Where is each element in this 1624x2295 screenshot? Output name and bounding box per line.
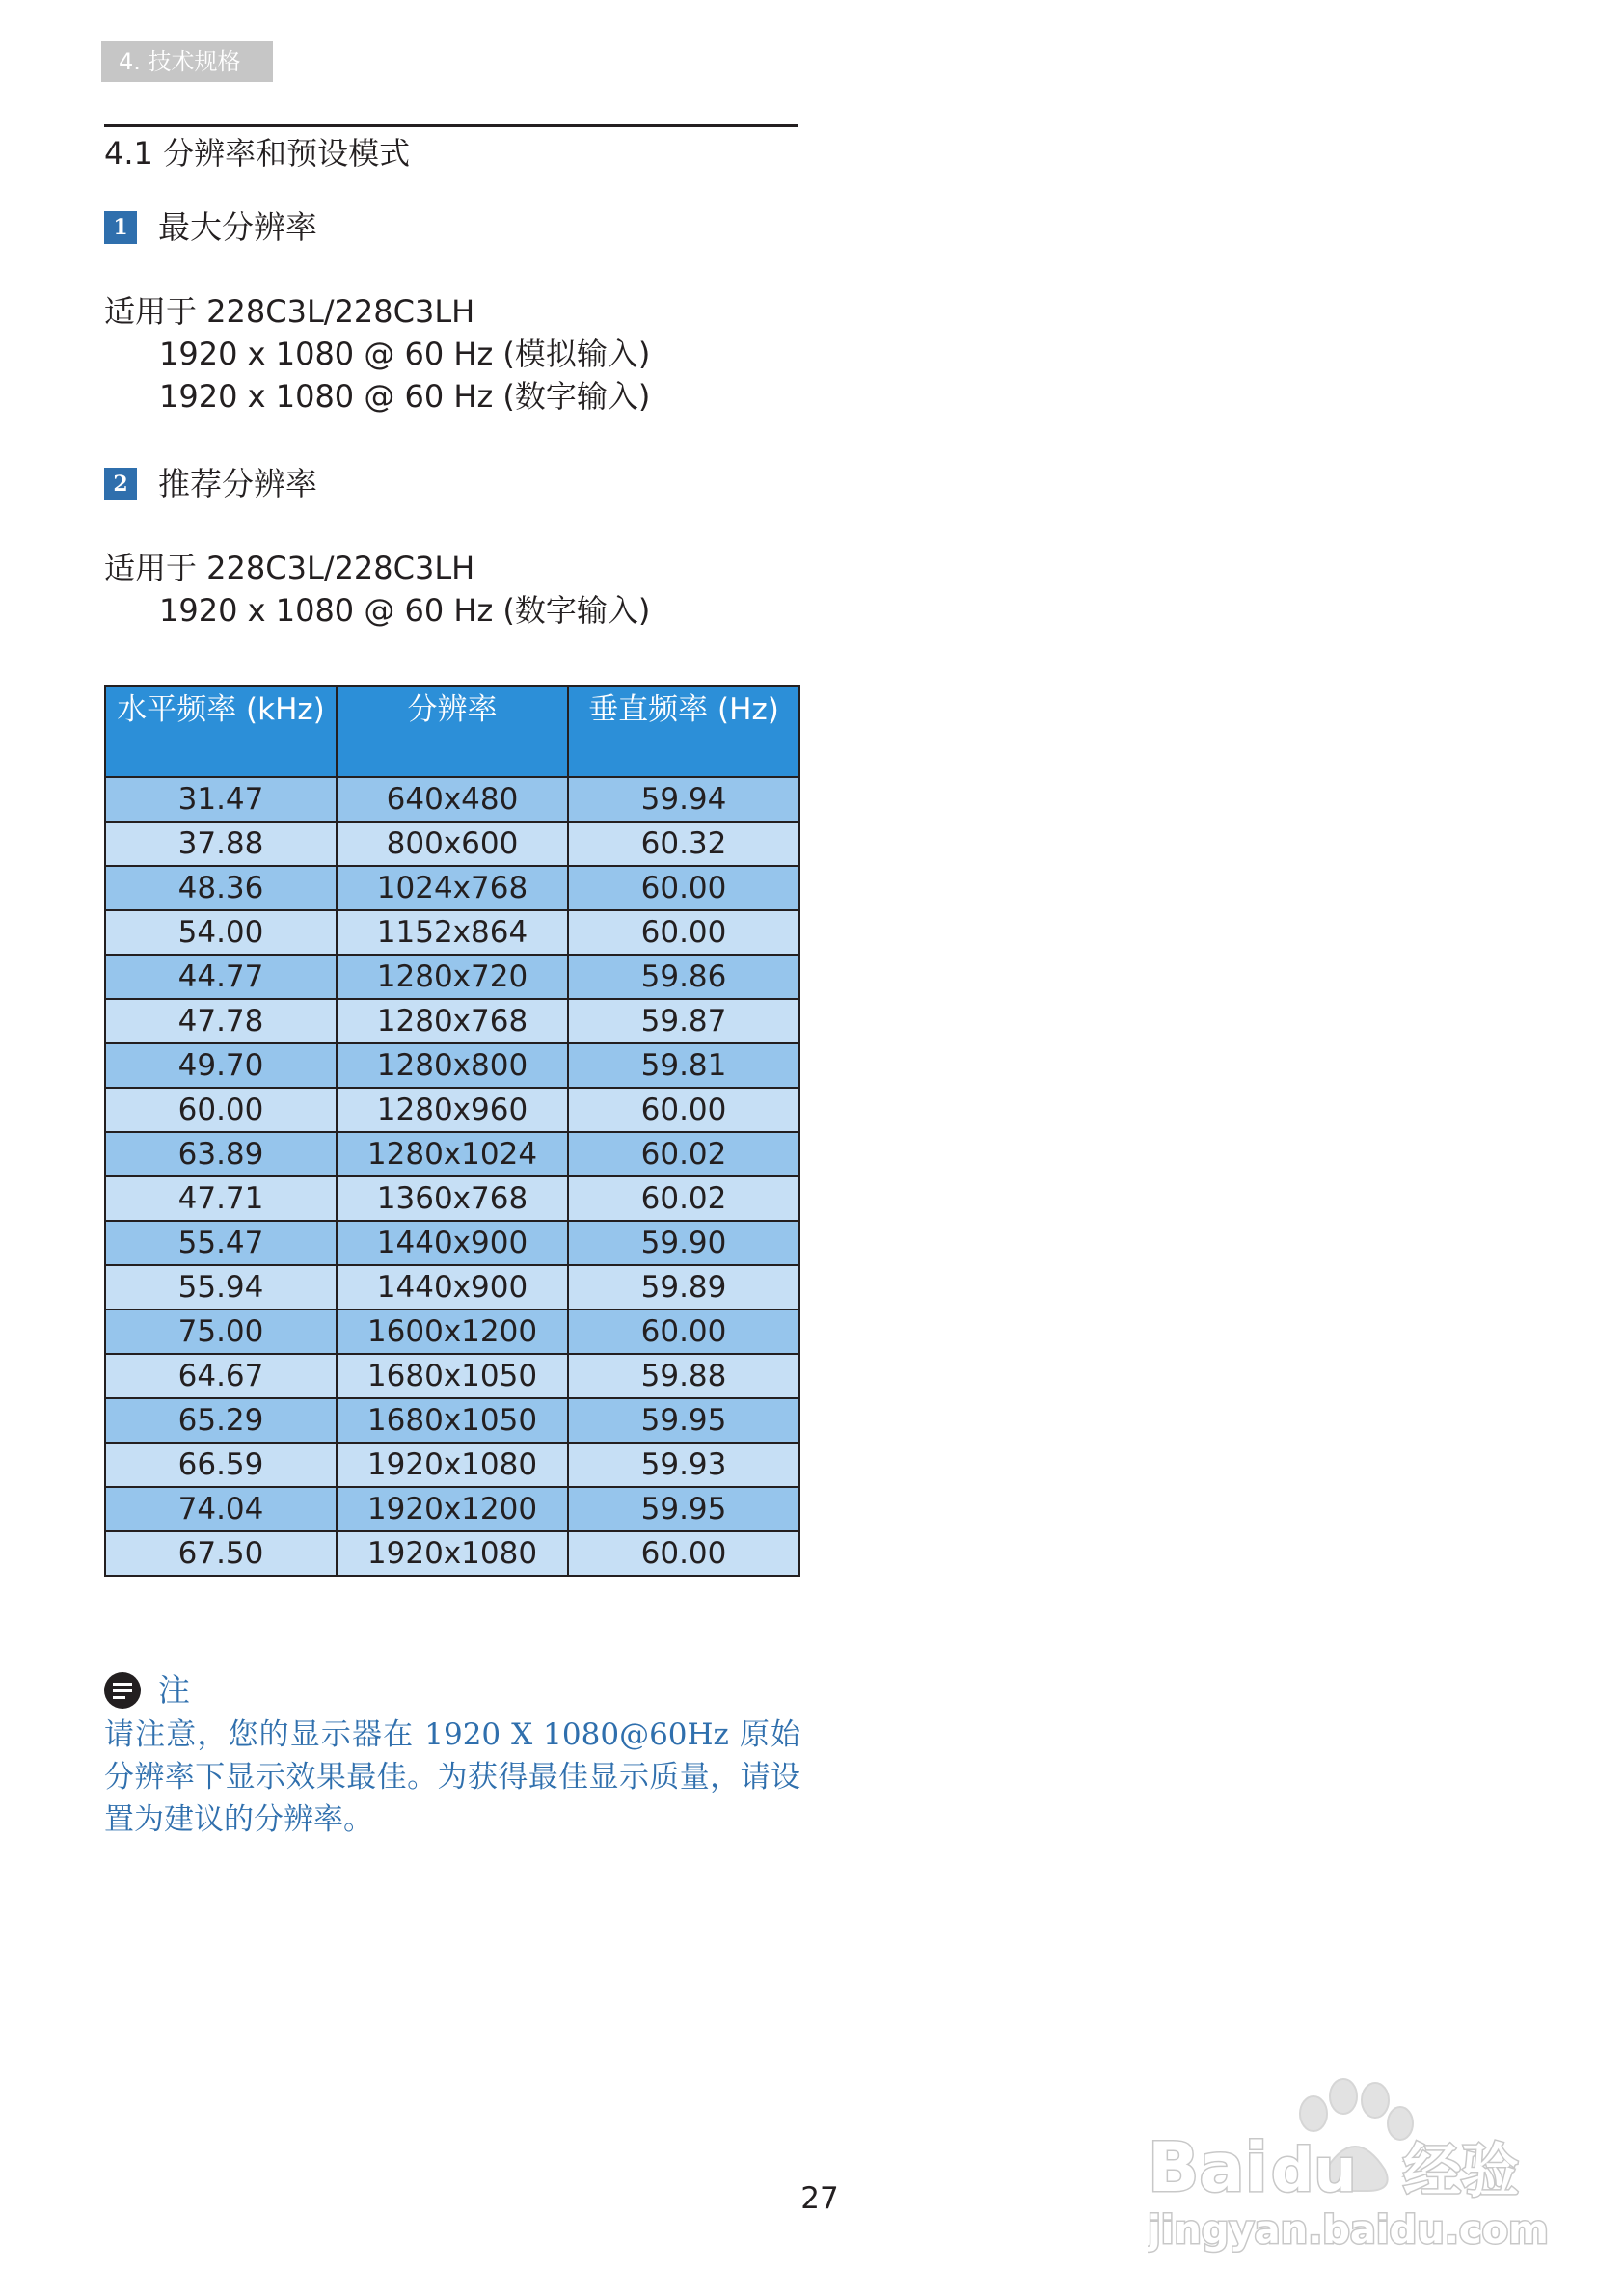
- cell-resolution: 1920x1080: [337, 1531, 568, 1576]
- cell-vertical-frequency: 59.93: [568, 1443, 799, 1487]
- cell-horizontal-frequency: 49.70: [105, 1043, 337, 1088]
- cell-vertical-frequency: 60.00: [568, 1531, 799, 1576]
- cell-resolution: 1440x900: [337, 1265, 568, 1310]
- cell-resolution: 1440x900: [337, 1221, 568, 1265]
- table-row: [105, 1176, 799, 1221]
- cell-resolution: 1280x768: [337, 999, 568, 1043]
- cell-resolution: 1920x1200: [337, 1487, 568, 1531]
- resolution-line: 1920 x 1080 @ 60 Hz (数字输入): [159, 592, 651, 629]
- cell-vertical-frequency: 60.00: [568, 1088, 799, 1132]
- table-row: [105, 1132, 799, 1176]
- cell-resolution: 1280x800: [337, 1043, 568, 1088]
- cell-vertical-frequency: 59.94: [568, 777, 799, 822]
- step-number-badge: 1: [104, 211, 137, 244]
- cell-horizontal-frequency: 64.67: [105, 1354, 337, 1398]
- preset-modes-table: [104, 685, 800, 1577]
- step-heading: 推荐分辨率: [158, 465, 317, 502]
- cell-vertical-frequency: 59.88: [568, 1354, 799, 1398]
- cell-horizontal-frequency: 66.59: [105, 1443, 337, 1487]
- cell-vertical-frequency: 60.00: [568, 866, 799, 910]
- cell-resolution: 1600x1200: [337, 1310, 568, 1354]
- cell-horizontal-frequency: 60.00: [105, 1088, 337, 1132]
- note-title: 注: [158, 1671, 190, 1709]
- resolution-line: 1920 x 1080 @ 60 Hz (模拟输入): [159, 336, 651, 372]
- cell-resolution: 1280x1024: [337, 1132, 568, 1176]
- section-rule: [104, 124, 798, 127]
- cell-vertical-frequency: 59.95: [568, 1398, 799, 1443]
- table-row: [105, 866, 799, 910]
- note-heading: [104, 1669, 190, 1712]
- table-row: [105, 955, 799, 999]
- cell-resolution: 1680x1050: [337, 1398, 568, 1443]
- table-row: [105, 777, 799, 822]
- model-line: 适用于 228C3L/228C3LH: [104, 550, 475, 586]
- table-row: [105, 822, 799, 866]
- watermark-brand-suffix: du: [1271, 2135, 1357, 2205]
- cell-resolution: 1280x720: [337, 955, 568, 999]
- watermark-product: 经验: [1403, 2138, 1519, 2205]
- column-header-resolution: 分辨率: [337, 686, 568, 777]
- cell-resolution: 1152x864: [337, 910, 568, 955]
- cell-resolution: 1024x768: [337, 866, 568, 910]
- column-header-vertical-frequency: 垂直频率 (Hz): [568, 686, 799, 777]
- model-line: 适用于 228C3L/228C3LH: [104, 293, 475, 330]
- cell-vertical-frequency: 60.02: [568, 1176, 799, 1221]
- page-number: 27: [800, 2181, 839, 2216]
- cell-horizontal-frequency: 55.94: [105, 1265, 337, 1310]
- cell-horizontal-frequency: 54.00: [105, 910, 337, 955]
- recommended-resolution-heading: [104, 463, 317, 505]
- cell-horizontal-frequency: 37.88: [105, 822, 337, 866]
- cell-horizontal-frequency: 44.77: [105, 955, 337, 999]
- table-row: [105, 999, 799, 1043]
- table-row: [105, 1310, 799, 1354]
- table-row: [105, 1265, 799, 1310]
- cell-horizontal-frequency: 75.00: [105, 1310, 337, 1354]
- cell-horizontal-frequency: 31.47: [105, 777, 337, 822]
- cell-horizontal-frequency: 47.78: [105, 999, 337, 1043]
- cell-vertical-frequency: 59.95: [568, 1487, 799, 1531]
- cell-vertical-frequency: 59.90: [568, 1221, 799, 1265]
- cell-horizontal-frequency: 67.50: [105, 1531, 337, 1576]
- watermark-url: jingyan.baidu.com: [1148, 2208, 1549, 2253]
- cell-horizontal-frequency: 65.29: [105, 1398, 337, 1443]
- column-header-horizontal-frequency: 水平频率 (kHz): [105, 686, 337, 777]
- step-heading: 最大分辨率: [158, 208, 317, 246]
- cell-resolution: 800x600: [337, 822, 568, 866]
- cell-vertical-frequency: 59.86: [568, 955, 799, 999]
- table-row: [105, 1043, 799, 1088]
- table-row: [105, 1221, 799, 1265]
- table-row: [105, 910, 799, 955]
- cell-vertical-frequency: 59.87: [568, 999, 799, 1043]
- table-body: [105, 777, 799, 1576]
- cell-horizontal-frequency: 55.47: [105, 1221, 337, 1265]
- table-row: [105, 1531, 799, 1576]
- cell-horizontal-frequency: 74.04: [105, 1487, 337, 1531]
- baidu-jingyan-watermark: [1148, 2064, 1553, 2256]
- table-row: [105, 1487, 799, 1531]
- cell-resolution: 1680x1050: [337, 1354, 568, 1398]
- watermark-brand: Bai: [1148, 2128, 1268, 2207]
- step-number-badge: 2: [104, 468, 137, 500]
- table-row: [105, 1443, 799, 1487]
- resolution-line: 1920 x 1080 @ 60 Hz (数字输入): [159, 378, 651, 415]
- cell-vertical-frequency: 60.02: [568, 1132, 799, 1176]
- table-row: [105, 1398, 799, 1443]
- table-row: [105, 1354, 799, 1398]
- cell-resolution: 1280x960: [337, 1088, 568, 1132]
- cell-resolution: 1920x1080: [337, 1443, 568, 1487]
- cell-vertical-frequency: 59.81: [568, 1043, 799, 1088]
- cell-resolution: 640x480: [337, 777, 568, 822]
- cell-vertical-frequency: 60.32: [568, 822, 799, 866]
- section-title: 4.1 分辨率和预设模式: [104, 135, 411, 172]
- cell-horizontal-frequency: 47.71: [105, 1176, 337, 1221]
- max-resolution-heading: [104, 206, 317, 249]
- note-body: 请注意，您的显示器在 1920 X 1080@60Hz 原始分辨率下显示效果最佳。为获得最佳显示质量，请设置为建议的分辨率。: [104, 1717, 800, 1837]
- cell-resolution: 1360x768: [337, 1176, 568, 1221]
- cell-horizontal-frequency: 48.36: [105, 866, 337, 910]
- chapter-tag: 4. 技术规格: [101, 41, 273, 82]
- cell-vertical-frequency: 59.89: [568, 1265, 799, 1310]
- note-icon: [104, 1672, 141, 1709]
- cell-horizontal-frequency: 63.89: [105, 1132, 337, 1176]
- table-header-row: [105, 686, 799, 777]
- table-row: [105, 1088, 799, 1132]
- cell-vertical-frequency: 60.00: [568, 910, 799, 955]
- cell-vertical-frequency: 60.00: [568, 1310, 799, 1354]
